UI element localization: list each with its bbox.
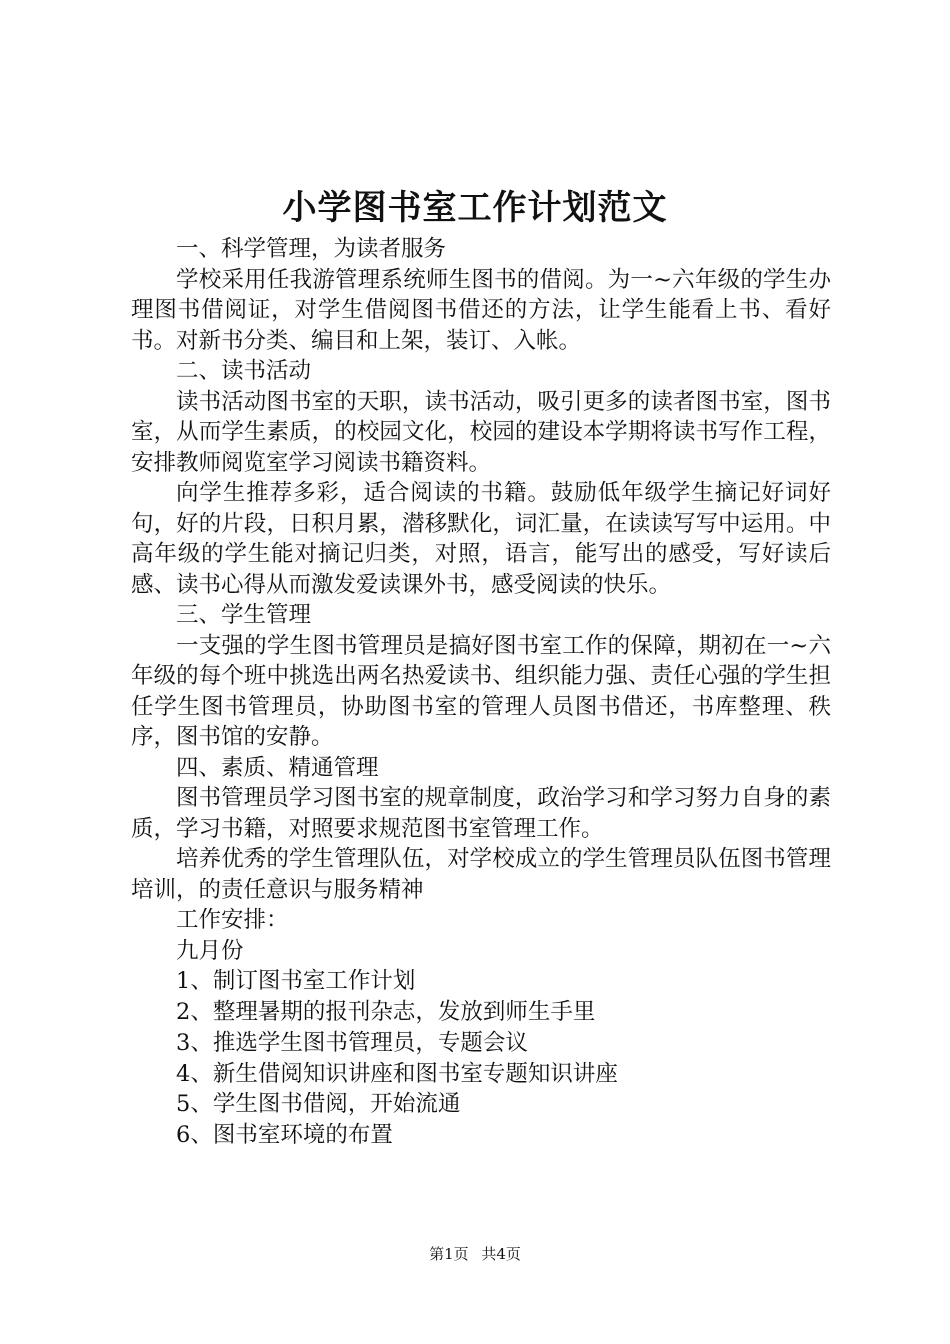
document-body xyxy=(131,234,831,1151)
schedule-item: 5、学生图书借阅，开始流通 xyxy=(176,1091,461,1118)
body-paragraph: 向学生推荐多彩，适合阅读的书籍。鼓励低年级学生摘记好词好句，好的片段，日积月累，潜移默化，词汇量，在读读写写中运用。中高年级的学生能对摘记归类，对照，语言，能写出的感受，写好读后感、读书心得从而激发爱读课外书，感受阅读的快乐。 xyxy=(131,480,831,598)
schedule-item: 1、制订图书室工作计划 xyxy=(176,968,416,995)
body-paragraph: 一支强的学生图书管理员是搞好图书室工作的保障，期初在一~六年级的每个班中挑选出两名热爱读书、组织能力强、责任心强的学生担任学生图书管理员，协助图书室的管理人员图书借还，书库整理、秩序，图书馆的安静。 xyxy=(131,632,831,750)
body-paragraph: 读书活动图书室的天职，读书活动，吸引更多的读者图书室，图书室，从而学生素质，的校园文化，校园的建设本学期将读书写作工程，安排教师阅览室学习阅读书籍资料。 xyxy=(131,388,831,476)
body-paragraph: 培养优秀的学生管理队伍，对学校成立的学生管理员队伍图书管理培训，的责任意识与服务精神 xyxy=(131,846,831,903)
section-heading: 四、素质、精通管理 xyxy=(176,754,379,781)
schedule-heading: 工作安排： xyxy=(176,907,289,933)
section-heading: 一、科学管理，为读者服务 xyxy=(176,236,447,262)
section-heading: 二、读书活动 xyxy=(176,358,312,384)
page-total: 共4页 xyxy=(481,1245,521,1263)
section-heading: 三、学生管理 xyxy=(176,602,312,628)
schedule-item: 3、推选学生图书管理员，专题会议 xyxy=(176,1029,528,1056)
schedule-item: 4、新生借阅知识讲座和图书室专题知识讲座 xyxy=(176,1060,618,1087)
page-number: 第1页 xyxy=(429,1245,469,1263)
schedule-item: 2、整理暑期的报刊杂志，发放到师生手里 xyxy=(176,999,596,1026)
schedule-month: 九月份 xyxy=(176,937,244,964)
document-title: 小学图书室工作计划范文 xyxy=(282,188,668,228)
schedule-item: 6、图书室环境的布置 xyxy=(176,1121,393,1148)
body-paragraph: 学校采用任我游管理系统师生图书的借阅。为一~六年级的学生办理图书借阅证，对学生借阅图书借还的方法，让学生能看上书、看好书。对新书分类、编目和上架，装订、入帐。 xyxy=(131,266,831,354)
body-paragraph: 图书管理员学习图书室的规章制度，政治学习和学习努力自身的素质，学习书籍，对照要求规范图书室管理工作。 xyxy=(131,785,831,842)
page-footer xyxy=(0,1244,950,1264)
